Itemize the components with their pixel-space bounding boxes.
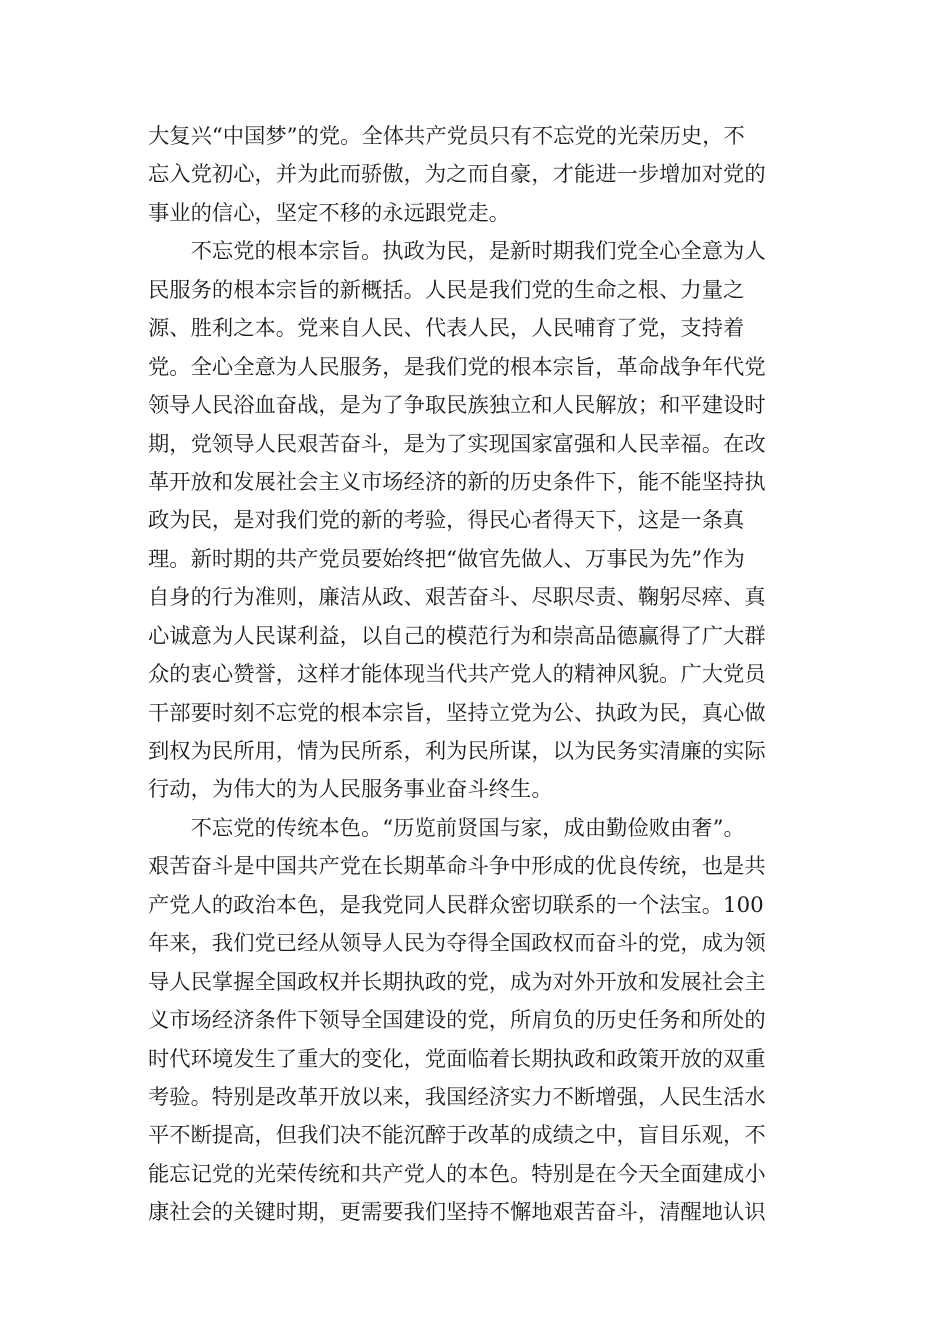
text-line: 时代环境发生了重大的变化，党面临着长期执政和政策开放的双重 bbox=[148, 1046, 766, 1072]
text-line: 不忘党的根本宗旨。执政为民，是新时期我们党全心全意为人 bbox=[148, 239, 766, 265]
text-line: 民服务的根本宗旨的新概括。人民是我们党的生命之根、力量之 bbox=[148, 277, 745, 303]
text-line: 行动，为伟大的为人民服务事业奋斗终生。 bbox=[148, 777, 553, 803]
text-line: 艰苦奋斗是中国共产党在长期革命斗争中形成的优良传统，也是共 bbox=[148, 854, 766, 880]
text-line: 大复兴“中国梦”的党。全体共产党员只有不忘党的光荣历史，不 bbox=[148, 124, 745, 149]
text-line: 不忘党的传统本色。“历览前贤国与家，成由勤俭败由奢”。 bbox=[148, 815, 745, 841]
text-line: 政为民，是对我们党的新的考验，得民心者得天下，这是一条真 bbox=[148, 508, 745, 534]
text-line: 导人民掌握全国政权并长期执政的党，成为对外开放和发展社会主 bbox=[148, 969, 766, 995]
text-line: 理。新时期的共产党员要始终把“做官先做人、万事民为先”作为 bbox=[148, 546, 745, 572]
text-line: 康社会的关键时期，更需要我们坚持不懈地艰苦奋斗，清醒地认识 bbox=[148, 1200, 766, 1226]
text-line: 期，党领导人民艰苦奋斗，是为了实现国家富强和人民幸福。在改 bbox=[148, 431, 766, 457]
text-line: 能忘记党的光荣传统和共产党人的本色。特别是在今天全面建成小 bbox=[148, 1161, 766, 1187]
text-line: 考验。特别是改革开放以来，我国经济实力不断增强，人民生活水 bbox=[148, 1084, 766, 1110]
text-line: 产党人的政治本色，是我党同人民群众密切联系的一个法宝。100 bbox=[148, 892, 764, 918]
text-line: 义市场经济条件下领导全国建设的党，所肩负的历史任务和所处的 bbox=[148, 1008, 766, 1034]
text-line: 党。全心全意为人民服务，是我们党的根本宗旨，革命战争年代党 bbox=[148, 354, 766, 380]
text-line: 到权为民所用，情为民所系，利为民所谋，以为民务实清廉的实际 bbox=[148, 739, 766, 764]
text-line: 众的衷心赞誉，这样才能体现当代共产党人的精神风貌。广大党员 bbox=[148, 662, 766, 688]
text-line: 源、胜利之本。党来自人民、代表人民，人民哺育了党，支持着 bbox=[148, 316, 745, 342]
text-line: 平不断提高，但我们决不能沉醉于改革的成绩之中，盲目乐观，不 bbox=[148, 1123, 766, 1149]
document-body bbox=[148, 118, 794, 1233]
text-line: 事业的信心，坚定不移的永远跟党走。 bbox=[148, 200, 511, 226]
text-line: 忘入党初心，并为此而骄傲，为之而自豪，才能进一步增加对党的 bbox=[148, 162, 766, 188]
text-line: 革开放和发展社会主义市场经济的新的历史条件下，能不能坚持执 bbox=[148, 469, 766, 495]
text-line: 年来，我们党已经从领导人民为夺得全国政权而奋斗的党，成为领 bbox=[148, 931, 766, 957]
text-line: 领导人民浴血奋战，是为了争取民族独立和人民解放；和平建设时 bbox=[148, 393, 766, 419]
text-line: 心诚意为人民谋利益，以自己的模范行为和崇高品德赢得了广大群 bbox=[148, 623, 766, 649]
text-line: 干部要时刻不忘党的根本宗旨，坚持立党为公、执政为民，真心做 bbox=[148, 700, 766, 726]
text-line: 自身的行为准则，廉洁从政、艰苦奋斗、尽职尽责、鞠躬尽瘁、真 bbox=[148, 585, 766, 611]
